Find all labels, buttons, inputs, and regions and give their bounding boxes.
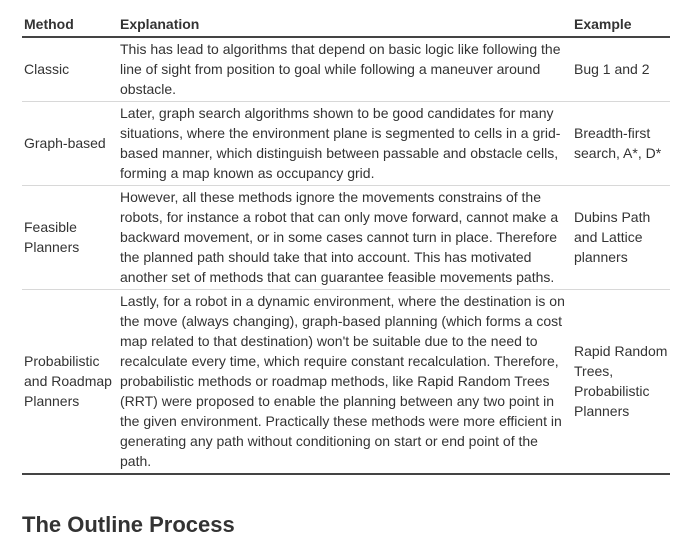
header-explanation: Explanation — [118, 10, 570, 37]
explanation-cell: Lastly, for a robot in a dynamic environment, where the destination is on the move (always changing), graph-based planning (which forms a cost map related to that destination) won't be suitable due to the need to recalculate every time, which require constant recalculation. Therefore, probabilistic methods or roadmap methods, like Rapid Random Trees (RRT) were proposed to enable the planning between any two point in the given environment. Practically these methods were more efficient in generating any path without conditioning on start or end point of the path. — [118, 290, 570, 475]
explanation-cell: This has lead to algorithms that depend on basic logic like following the line of sight from position to goal while following a maneuver around obstacle. — [120, 41, 561, 97]
next-section-heading: The Outline Process — [22, 512, 235, 537]
table-row — [22, 102, 670, 186]
table-row — [22, 290, 670, 475]
planning-methods-table — [22, 10, 670, 475]
method-cell: Probabilistic and Roadmap Planners — [22, 290, 118, 475]
explanation-cell: However, all these methods ignore the movements constrains of the robots, for instance a robot that can only move forward, cannot make a backward movement, or in some cases cannot turn in place. Therefore the planned path should take that into account. This has motivated another set of methods that can guarantee feasible movements paths. — [118, 186, 570, 290]
header-method: Method — [22, 10, 118, 37]
explanation-cell: Later, graph search algorithms shown to be good candidates for many situations, where the environment plane is segmented to cells in a grid-based manner, which distinguish between passable and obstacle cells, forming a map known as occupancy grid. — [118, 102, 570, 186]
example-cell: Breadth-first search, A*, D* — [570, 102, 670, 186]
table-row — [22, 186, 670, 290]
method-cell: Feasible Planners — [22, 186, 118, 290]
method-cell: Classic — [24, 61, 70, 77]
example-cell: Bug 1 and 2 — [574, 61, 650, 77]
table-header-row — [22, 10, 670, 37]
header-example: Example — [570, 10, 670, 37]
example-cell: Rapid Random Trees, Probabilistic Planners — [570, 290, 670, 475]
table-row — [22, 37, 670, 102]
method-cell: Graph-based — [22, 102, 118, 186]
example-cell: Dubins Path and Lattice planners — [570, 186, 670, 290]
